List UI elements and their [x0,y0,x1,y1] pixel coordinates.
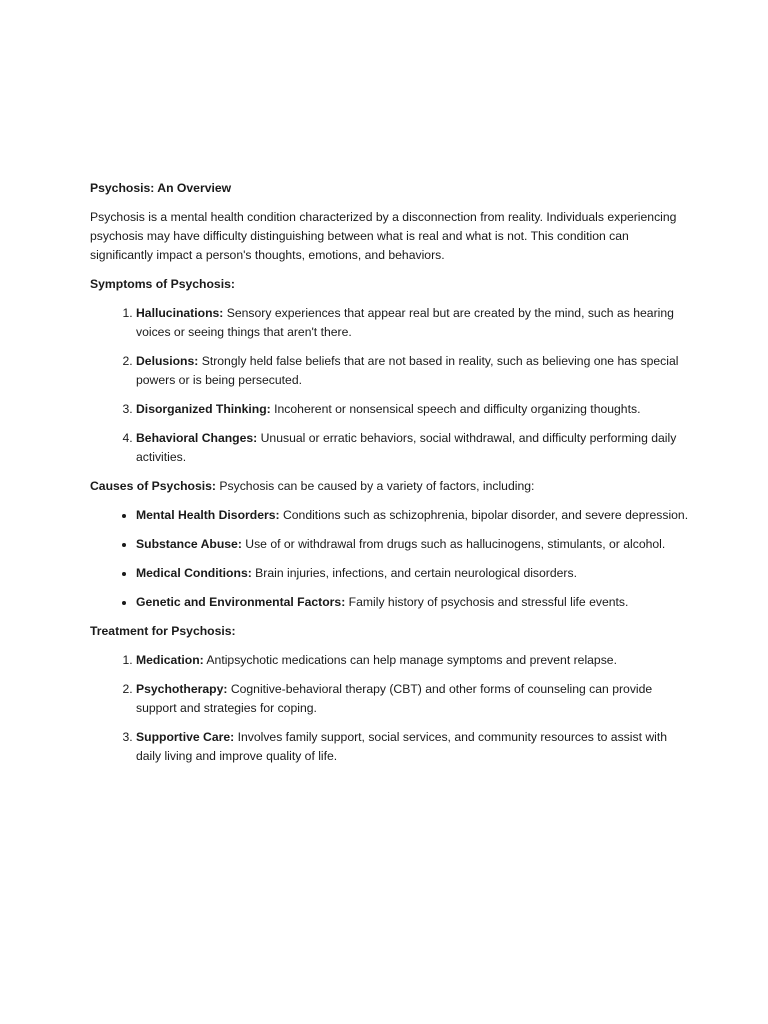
list-item [136,535,690,554]
item-text: Brain injuries, infections, and certain neurological disorders. [251,566,577,580]
causes-list [90,506,690,612]
list-item [136,651,690,670]
treatment-list [90,651,690,766]
item-term: Hallucinations: [136,306,224,320]
list-item [136,429,690,467]
item-term: Disorganized Thinking: [136,402,271,416]
item-term: Genetic and Environmental Factors: [136,595,346,609]
item-text: Strongly held false beliefs that are not based in reality, such as believing one has special powers or is being persecuted. [136,354,679,387]
item-text: Incoherent or nonsensical speech and difficulty organizing thoughts. [270,402,641,416]
item-term: Psychotherapy: [136,682,228,696]
list-item [136,728,690,766]
symptoms-list [90,304,690,467]
item-text: Sensory experiences that appear real but are created by the mind, such as hearing voices or seeing things that aren't there. [136,306,674,339]
list-item [136,304,690,342]
item-term: Mental Health Disorders: [136,508,280,522]
item-term: Medication: [136,653,204,667]
symptoms-heading: Symptoms of Psychosis: [90,277,235,291]
causes-paragraph [90,477,690,496]
item-term: Supportive Care: [136,730,235,744]
item-term: Delusions: [136,354,199,368]
list-item [136,564,690,583]
causes-heading: Causes of Psychosis: [90,479,216,493]
treatment-heading: Treatment for Psychosis: [90,624,236,638]
list-item [136,352,690,390]
item-text: Antipsychotic medications can help manage symptoms and prevent relapse. [203,653,617,667]
item-text: Unusual or erratic behaviors, social withdrawal, and difficulty performing daily activities. [136,431,677,464]
intro-paragraph: Psychosis is a mental health condition characterized by a disconnection from reality. Individuals experiencing psychosis may have difficulty distinguishing between what is real and what is not. This condition can significantly impact a person's thoughts, emotions, and behaviors. [90,210,677,262]
item-text: Involves family support, social services, and community resources to assist with daily living and improve quality of life. [136,730,668,763]
item-term: Substance Abuse: [136,537,242,551]
list-item [136,506,690,525]
item-text: Conditions such as schizophrenia, bipolar disorder, and severe depression. [279,508,689,522]
item-term: Behavioral Changes: [136,431,258,445]
list-item [136,400,690,419]
document-body [90,179,690,776]
causes-intro: Psychosis can be caused by a variety of factors, including: [216,479,535,493]
document-title: Psychosis: An Overview [90,181,232,195]
list-item [136,593,690,612]
item-text: Family history of psychosis and stressful life events. [345,595,629,609]
list-item [136,680,690,718]
item-text: Cognitive-behavioral therapy (CBT) and other forms of counseling can provide support and strategies for coping. [136,682,653,715]
item-term: Medical Conditions: [136,566,252,580]
item-text: Use of or withdrawal from drugs such as hallucinogens, stimulants, or alcohol. [241,537,666,551]
